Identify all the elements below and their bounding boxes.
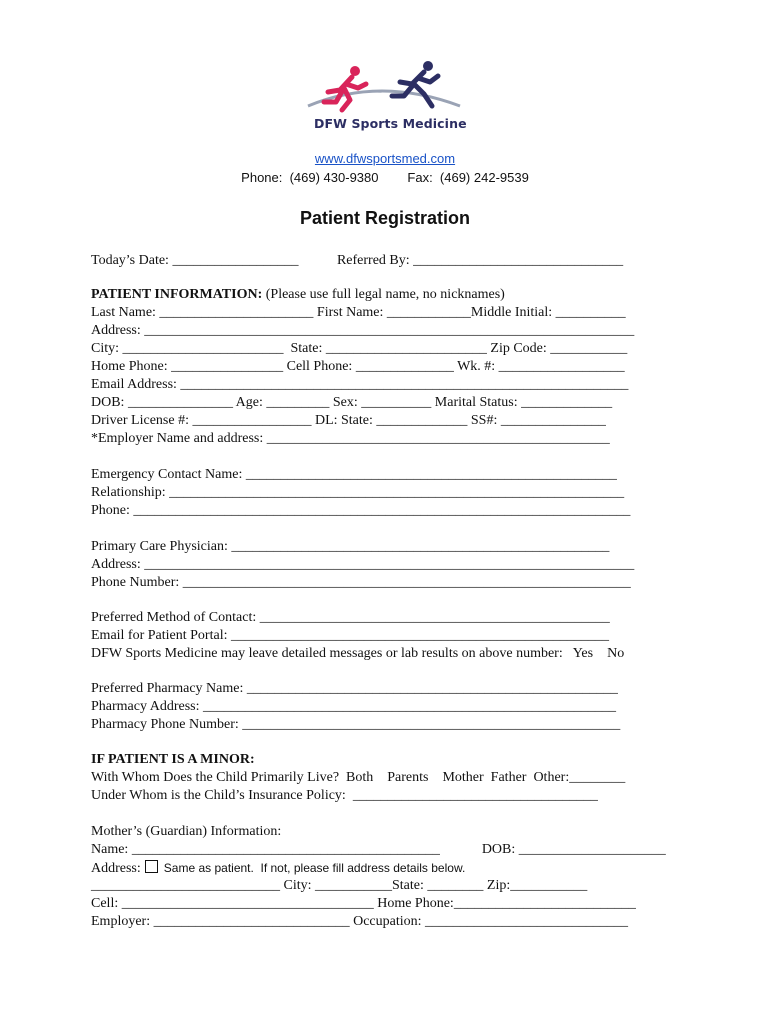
form-line[interactable]: *Employer Name and address: _________________________________________________ bbox=[91, 431, 610, 446]
form-line[interactable]: Pharmacy Phone Number: ______________________________________________________ bbox=[91, 717, 621, 732]
form-line[interactable]: Relationship: _________________________________________________________________ bbox=[91, 485, 625, 500]
section-heading: PATIENT INFORMATION: bbox=[91, 287, 263, 302]
form-line[interactable]: Name: ____________________________________________ DOB: _____________________ bbox=[91, 842, 666, 857]
fax-text: Fax: (469) 242-9539 bbox=[407, 170, 529, 185]
form-line[interactable]: Driver License #: _________________ DL: State: _____________ SS#: _______________ bbox=[91, 413, 606, 428]
same-as-patient-checkbox[interactable] bbox=[145, 860, 158, 873]
form-line[interactable]: Employer: ____________________________ Occupation: _____________________________ bbox=[91, 914, 629, 929]
address-label: Address: bbox=[91, 861, 141, 876]
address-line bbox=[91, 859, 465, 878]
form-line[interactable]: Today’s Date: __________________ Referred By: ______________________________ bbox=[91, 253, 624, 268]
page-title: Patient Registration bbox=[299, 208, 471, 228]
form-line[interactable]: Preferred Method of Contact: __________________________________________________ bbox=[91, 610, 610, 625]
section-heading: IF PATIENT IS A MINOR: bbox=[91, 752, 255, 767]
form-line[interactable]: Address: ______________________________________________________________________ bbox=[91, 557, 635, 572]
form-line[interactable]: Address: ______________________________________________________________________ bbox=[91, 323, 635, 338]
phone-text: Phone: (469) 430-9380 bbox=[241, 170, 379, 185]
form-line[interactable]: City: _______________________ State: _______________________ Zip Code: ___________ bbox=[91, 341, 628, 356]
form-line[interactable]: Preferred Pharmacy Name: _____________________________________________________ bbox=[91, 681, 618, 696]
form-line[interactable]: Emergency Contact Name: _____________________________________________________ bbox=[91, 467, 617, 482]
same-as-patient-label: Same as patient. If not, please fill address details below. bbox=[163, 861, 466, 875]
form-line[interactable]: Email Address: ________________________________________________________________ bbox=[91, 377, 629, 392]
dfw-logo bbox=[300, 56, 470, 138]
form-line[interactable]: Primary Care Physician: ______________________________________________________ bbox=[91, 539, 610, 554]
form-line[interactable]: DFW Sports Medicine may leave detailed messages or lab results on above number: Yes No bbox=[91, 646, 625, 661]
brand-name: DFW Sports Medicine bbox=[314, 116, 467, 131]
form-line[interactable]: Email for Patient Portal: ______________________________________________________ bbox=[91, 628, 609, 643]
form-line[interactable]: With Whom Does the Child Primarily Live? Both Parents Mother Father Other:________ bbox=[91, 770, 626, 785]
form-line[interactable]: Phone: _______________________________________________________________________ bbox=[91, 503, 631, 518]
form-line[interactable]: ___________________________ City: ___________State: ________ Zip:___________ bbox=[91, 878, 588, 893]
form-line[interactable]: Phone Number: ________________________________________________________________ bbox=[91, 575, 631, 590]
website-link[interactable]: www.dfwsportsmed.com bbox=[314, 151, 456, 166]
patient-info-line bbox=[91, 286, 505, 304]
form-line[interactable]: Pharmacy Address: ___________________________________________________________ bbox=[91, 699, 616, 714]
contact-line bbox=[0, 170, 770, 185]
form-line: Mother’s (Guardian) Information: bbox=[91, 824, 282, 839]
runners-logo-icon bbox=[300, 56, 470, 116]
form-line[interactable]: Cell: ____________________________________ Home Phone:__________________________ bbox=[91, 896, 636, 911]
form-line[interactable]: DOB: _______________ Age: _________ Sex: __________ Marital Status: _____________ bbox=[91, 395, 613, 410]
form-line[interactable]: Under Whom is the Child’s Insurance Policy: ___________________________________ bbox=[91, 788, 598, 803]
form-line[interactable]: Last Name: ______________________ First Name: ____________Middle Initial: __________ bbox=[91, 305, 626, 320]
form-line[interactable]: Home Phone: ________________ Cell Phone: ______________ Wk. #: __________________ bbox=[91, 359, 625, 374]
patient-info-note: (Please use full legal name, no nicknames) bbox=[262, 287, 505, 302]
